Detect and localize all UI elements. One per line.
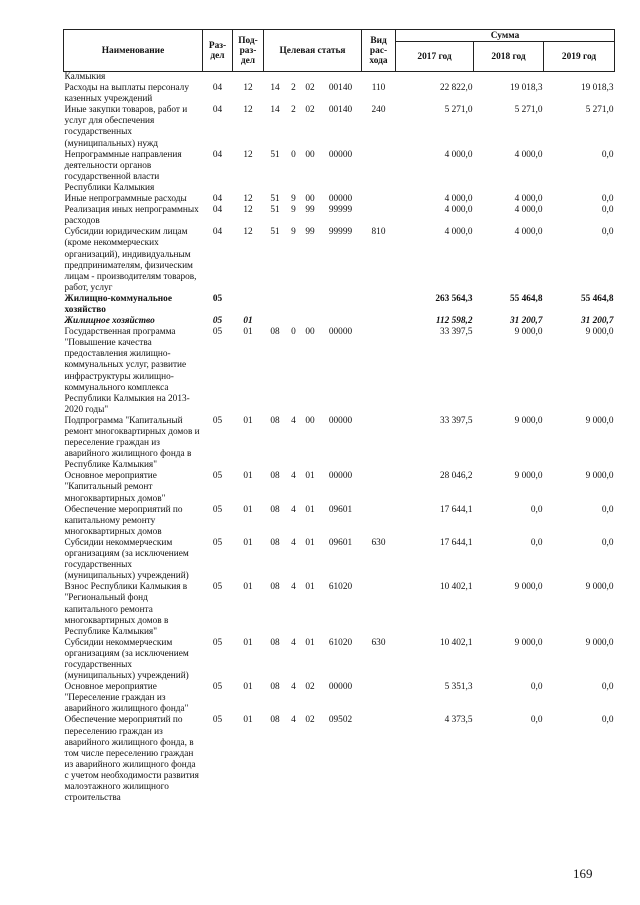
row-target-program: 51 (270, 149, 280, 160)
table-row (64, 715, 615, 804)
row-target-direction: 00000 (328, 415, 353, 426)
row-target-direction (320, 316, 362, 327)
row-target-direction: 99999 (328, 205, 353, 216)
row-name: Реализация иных непрограммных расходов (64, 205, 199, 227)
row-target-program: 08 (270, 327, 280, 338)
row-target-program (264, 72, 287, 84)
row-podrazdel: 01 (243, 415, 253, 426)
row-target-program: 08 (270, 537, 280, 548)
row-sum-2019: 19 018,3 (580, 83, 614, 94)
row-target-subprogram: 4 (291, 537, 296, 548)
row-sum-2019: 9 000,0 (585, 327, 614, 338)
row-sum-2017: 263 564,3 (435, 293, 473, 304)
header-year-2019: 2019 год (544, 42, 615, 72)
header-razdel: Раз-дел (203, 30, 233, 72)
row-target-event: 01 (305, 471, 315, 482)
row-sum-2019: 9 000,0 (585, 637, 614, 648)
row-sum-2017: 10 402,1 (439, 582, 473, 593)
row-sum-2018: 9 000,0 (514, 327, 543, 338)
row-sum-2018: 9 000,0 (514, 582, 543, 593)
row-sum-2018: 5 271,0 (514, 105, 543, 116)
row-expense-type (362, 715, 396, 804)
row-podrazdel: 01 (243, 471, 253, 482)
row-target-direction: 00140 (328, 83, 353, 94)
row-podrazdel (233, 72, 264, 84)
row-target-subprogram: 4 (291, 504, 296, 515)
row-sum-2019: 9 000,0 (585, 471, 614, 482)
row-razdel: 05 (212, 582, 223, 593)
row-razdel: 05 (212, 682, 223, 693)
row-name: Непрограммные направления деятельности органов государственной власти Республики Калмыкия (64, 149, 182, 193)
table-row (64, 538, 615, 582)
row-expense-type (362, 205, 396, 227)
row-razdel: 04 (212, 194, 223, 205)
table-row (64, 327, 615, 416)
row-name: Обеспечение мероприятий по капитальному ремонту многоквартирных домов (64, 504, 183, 537)
row-name: Иные закупки товаров, работ и услуг для обеспечения государственных (муниципальных) нужд (64, 105, 188, 149)
row-razdel: 05 (212, 316, 223, 327)
row-target-subprogram (287, 294, 301, 316)
row-target-program: 08 (270, 504, 280, 515)
row-podrazdel: 12 (243, 83, 253, 94)
row-target-subprogram (287, 316, 301, 327)
row-target-event: 01 (305, 537, 315, 548)
row-target-event: 00 (305, 194, 315, 205)
row-sum-2017: 4 373,5 (444, 715, 473, 726)
table-row (64, 316, 615, 327)
row-target-direction: 09601 (328, 504, 353, 515)
row-sum-2018: 19 018,3 (509, 83, 543, 94)
row-target-subprogram: 4 (291, 637, 296, 648)
row-target-program: 08 (270, 471, 280, 482)
row-target-direction (320, 294, 362, 316)
row-target-event (301, 72, 320, 84)
row-razdel: 05 (212, 327, 223, 338)
row-target-subprogram: 2 (291, 105, 296, 116)
table-row (64, 638, 615, 682)
row-sum-2019: 0,0 (601, 194, 614, 205)
row-razdel: 04 (212, 149, 223, 160)
table-row (64, 205, 615, 227)
table-header (64, 30, 615, 72)
row-expense-type (362, 582, 396, 637)
row-podrazdel: 01 (243, 682, 253, 693)
header-target-article: Целевая статья (264, 30, 362, 72)
row-sum-2018: 4 000,0 (514, 149, 543, 160)
table-row (64, 294, 615, 316)
row-target-direction (320, 72, 362, 84)
row-target-direction: 09601 (328, 537, 353, 548)
row-sum-2017: 33 397,5 (439, 415, 473, 426)
row-name: Основное мероприятие "Переселение граждан из аварийного жилищного фонда" (64, 682, 189, 715)
row-razdel: 05 (212, 637, 223, 648)
row-expense-type (362, 72, 396, 84)
row-expense-type (362, 316, 396, 327)
row-expense-type (362, 416, 396, 471)
row-name: Субсидии некоммерческим организациям (за исключением государственных (муниципальных) учреждений) (64, 637, 189, 682)
row-razdel: 04 (212, 105, 223, 116)
row-sum-2019: 9 000,0 (585, 582, 614, 593)
row-target-event: 02 (305, 715, 315, 726)
row-target-direction: 61020 (328, 637, 353, 648)
row-target-subprogram: 9 (291, 194, 296, 205)
row-target-program: 51 (270, 227, 280, 238)
row-podrazdel: 12 (243, 194, 253, 205)
row-target-program (264, 316, 287, 327)
row-podrazdel: 01 (243, 637, 253, 648)
row-sum-2017: 10 402,1 (439, 637, 473, 648)
row-target-event: 02 (305, 682, 315, 693)
row-podrazdel: 01 (243, 715, 253, 726)
table-row (64, 83, 615, 105)
row-podrazdel: 12 (243, 105, 253, 116)
budget-table (63, 29, 615, 804)
row-sum-2018: 4 000,0 (514, 227, 543, 238)
row-target-event: 01 (305, 504, 315, 515)
row-sum-2018: 55 464,8 (509, 293, 543, 304)
table-row (64, 227, 615, 294)
header-podrazdel: Под-раз-дел (233, 30, 264, 72)
row-podrazdel: 12 (243, 227, 253, 238)
row-target-event: 02 (305, 105, 315, 116)
table-row (64, 682, 615, 715)
row-podrazdel: 01 (243, 582, 253, 593)
row-expense-type: 110 (371, 83, 386, 94)
row-podrazdel: 12 (243, 149, 253, 160)
table-row (64, 150, 615, 194)
row-razdel (203, 72, 233, 84)
header-year-2017: 2017 год (396, 42, 474, 72)
row-target-subprogram: 4 (291, 715, 296, 726)
row-target-subprogram (287, 72, 301, 84)
row-razdel: 05 (212, 537, 223, 548)
row-target-direction: 00000 (328, 327, 353, 338)
row-name: Государственная программа "Повышение качества предоставления жилищно-коммунальных услуг, развитие инфраструктуры жилищно-коммунального комплекса Республики Калмыкия на 2013-2020 годы" (64, 327, 190, 415)
row-sum-2019: 0,0 (601, 504, 614, 515)
row-sum-2019: 0,0 (601, 227, 614, 238)
row-podrazdel: 01 (243, 537, 253, 548)
row-target-direction: 61020 (328, 582, 353, 593)
row-name: Калмыкия (64, 72, 106, 82)
row-sum-2017: 112 598,2 (435, 316, 473, 327)
row-target-subprogram: 4 (291, 682, 296, 693)
row-target-event (301, 294, 320, 316)
row-sum-2018 (474, 72, 544, 84)
row-sum-2019 (544, 72, 615, 84)
row-sum-2017: 33 397,5 (439, 327, 473, 338)
row-target-program: 08 (270, 682, 280, 693)
row-podrazdel: 01 (243, 504, 253, 515)
row-sum-2018: 0,0 (530, 504, 543, 515)
row-name: Жилищно-коммунальное хозяйство (64, 293, 172, 315)
row-podrazdel: 01 (243, 316, 253, 327)
row-name: Жилищное хозяйство (64, 316, 155, 327)
row-target-program: 14 (270, 105, 280, 116)
header-name: Наименование (64, 30, 203, 72)
row-sum-2019: 0,0 (601, 682, 614, 693)
row-sum-2017: 4 000,0 (444, 205, 473, 216)
row-target-subprogram: 9 (291, 205, 296, 216)
row-sum-2019: 0,0 (601, 537, 614, 548)
row-sum-2019: 0,0 (601, 205, 614, 216)
row-razdel: 04 (212, 205, 223, 216)
row-sum-2019: 0,0 (601, 149, 614, 160)
row-target-subprogram: 4 (291, 415, 296, 426)
row-expense-type (362, 294, 396, 316)
table-row (64, 72, 615, 84)
row-sum-2017: 4 000,0 (444, 194, 473, 205)
row-sum-2018: 9 000,0 (514, 415, 543, 426)
row-sum-2017: 5 351,3 (444, 682, 473, 693)
row-sum-2017: 17 644,1 (439, 504, 473, 515)
row-target-event: 01 (305, 582, 315, 593)
row-sum-2017: 28 046,2 (439, 471, 473, 482)
row-target-subprogram: 4 (291, 582, 296, 593)
row-sum-2018: 0,0 (530, 715, 543, 726)
row-podrazdel: 01 (243, 327, 253, 338)
row-sum-2017: 4 000,0 (444, 149, 473, 160)
row-razdel: 05 (212, 504, 223, 515)
row-sum-2019: 55 464,8 (580, 293, 614, 304)
row-target-direction: 00000 (328, 194, 353, 205)
table-row (64, 505, 615, 538)
row-target-program: 51 (270, 205, 280, 216)
header-year-2018: 2018 год (474, 42, 544, 72)
row-sum-2018: 9 000,0 (514, 637, 543, 648)
row-target-event: 01 (305, 637, 315, 648)
row-sum-2019: 9 000,0 (585, 415, 614, 426)
row-expense-type (362, 194, 396, 205)
row-razdel: 04 (212, 83, 223, 94)
table-body (64, 72, 615, 805)
row-expense-type: 810 (371, 227, 386, 238)
row-sum-2018: 4 000,0 (514, 205, 543, 216)
row-sum-2017: 22 822,0 (439, 83, 473, 94)
table-row (64, 105, 615, 149)
row-target-program: 08 (270, 582, 280, 593)
row-target-subprogram: 9 (291, 227, 296, 238)
table-row (64, 582, 615, 637)
row-target-program: 08 (270, 715, 280, 726)
page-number: 169 (573, 866, 593, 881)
row-name: Субсидии некоммерческим организациям (за исключением государственных (муниципальных) учреждений) (64, 537, 189, 582)
row-sum-2019: 0,0 (601, 715, 614, 726)
row-target-event: 02 (305, 83, 315, 94)
row-razdel: 05 (212, 293, 223, 304)
row-expense-type: 630 (371, 637, 386, 648)
row-target-program: 14 (270, 83, 280, 94)
row-razdel: 05 (212, 715, 223, 726)
row-sum-2017: 4 000,0 (444, 227, 473, 238)
row-sum-2019: 31 200,7 (580, 316, 614, 327)
row-sum-2018: 0,0 (530, 682, 543, 693)
row-target-event: 00 (305, 327, 315, 338)
row-target-program: 08 (270, 637, 280, 648)
row-name: Субсидии юридическим лицам (кроме некоммерческих организаций), индивидуальным предпринимателям, физическим лицам - производителям товаров, работ, услуг (64, 227, 197, 293)
table-row (64, 471, 615, 504)
row-target-direction: 00000 (328, 471, 353, 482)
row-expense-type (362, 150, 396, 194)
row-expense-type: 630 (371, 537, 386, 548)
row-target-program: 51 (270, 194, 280, 205)
row-target-direction: 00000 (328, 682, 353, 693)
row-target-subprogram: 4 (291, 471, 296, 482)
row-razdel: 05 (212, 471, 223, 482)
row-razdel: 04 (212, 227, 223, 238)
row-name: Обеспечение мероприятий по переселению граждан из аварийного жилищного фонда, в том числе переселению граждан из аварийного жилищного фонда с учетом необходимости развития малоэтажного жилищного строительства (64, 715, 199, 804)
row-target-program: 08 (270, 415, 280, 426)
row-podrazdel: 12 (243, 205, 253, 216)
row-target-subprogram: 0 (291, 327, 296, 338)
row-target-event: 00 (305, 149, 315, 160)
row-expense-type (362, 471, 396, 504)
row-target-event: 99 (305, 227, 315, 238)
row-sum-2019: 5 271,0 (585, 105, 614, 116)
row-name: Взнос Республики Калмыкия в "Региональный фонд капитального ремонта многоквартирных домов в Республике Калмыкия" (64, 582, 188, 637)
row-name: Основное мероприятие "Капитальный ремонт многоквартирных домов" (64, 471, 166, 504)
table-row (64, 194, 615, 205)
row-target-direction: 00140 (328, 105, 353, 116)
row-expense-type (362, 505, 396, 538)
row-sum-2017 (396, 72, 474, 84)
row-sum-2017: 5 271,0 (444, 105, 473, 116)
row-target-subprogram: 0 (291, 149, 296, 160)
row-sum-2018: 9 000,0 (514, 471, 543, 482)
row-expense-type: 240 (371, 105, 386, 116)
row-name: Подпрограмма "Капитальный ремонт многоквартирных домов и переселение граждан из аварийного жилищного фонда в Республике Калмыкия" (64, 415, 200, 471)
row-name: Расходы на выплаты персоналу казенных учреждений (64, 83, 189, 105)
header-expense-type: Вид рас-хода (362, 30, 396, 72)
row-target-direction: 99999 (328, 227, 353, 238)
row-target-direction: 09502 (328, 715, 353, 726)
row-sum-2018: 0,0 (530, 537, 543, 548)
row-expense-type (362, 682, 396, 715)
row-target-event: 99 (305, 205, 315, 216)
table-row (64, 416, 615, 471)
row-expense-type (362, 327, 396, 416)
row-target-event: 00 (305, 415, 315, 426)
row-sum-2018: 4 000,0 (514, 194, 543, 205)
row-target-event (301, 316, 320, 327)
row-sum-2017: 17 644,1 (439, 537, 473, 548)
row-podrazdel (233, 294, 264, 316)
header-sum: Сумма (396, 30, 615, 42)
row-razdel: 05 (212, 415, 223, 426)
row-target-program (264, 294, 287, 316)
row-name: Иные непрограммные расходы (64, 194, 187, 205)
row-sum-2018: 31 200,7 (509, 316, 543, 327)
row-target-direction: 00000 (328, 149, 353, 160)
row-target-subprogram: 2 (291, 83, 296, 94)
